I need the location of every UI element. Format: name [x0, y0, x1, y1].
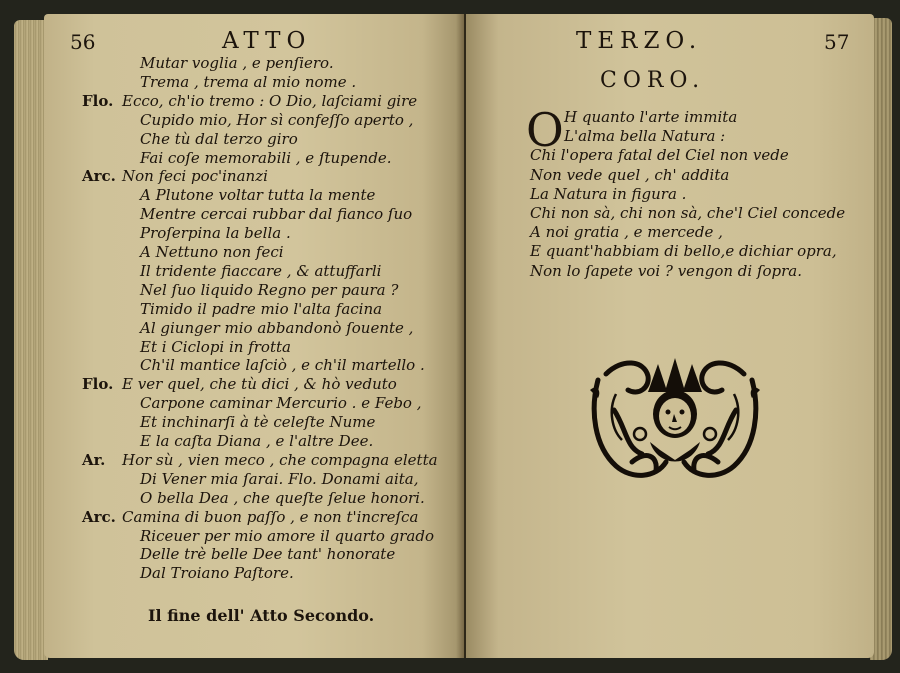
grotesque-mask-tailpiece-icon — [586, 350, 764, 490]
verse-line: Proſerpina la bella . — [140, 224, 291, 243]
verse-line: Di Vener mia ſarai. Flo. Donami aita, — [140, 469, 419, 488]
section-title: CORO. — [600, 68, 706, 93]
verse-line: A Nettuno non feci — [140, 243, 284, 261]
chorus-line: L'alma bella Natura : — [564, 127, 726, 146]
act-closing-line: Il fine dell' Atto Secondo. — [148, 606, 375, 625]
speaker-label: Flo. — [82, 375, 114, 394]
speaker-label: Ar. — [82, 450, 106, 469]
verse-line: A Plutone voltar tutta la mente — [140, 186, 376, 205]
chorus-line: A noi gratia , e mercede , — [530, 223, 723, 242]
verse-line: Cupido mio, Hor sì confeſſo aperto , — [140, 110, 414, 129]
verse-line: Et i Ciclopi in frotta — [140, 337, 291, 356]
verse-line: Dal Troiano Paſtore. — [140, 564, 294, 583]
right-page — [466, 14, 874, 658]
verse-line: Riceuer per mio amore il quarto grado — [140, 526, 435, 545]
running-head-right: TERZO. — [576, 28, 703, 54]
verse-line: Hor sù , vien meco , che compagna eletta — [122, 450, 438, 469]
chorus-line: Chi l'opera fatal del Ciel non vede — [530, 146, 789, 165]
verse-line: Mutar voglia , e penſiero. — [140, 54, 334, 72]
speaker-label: Flo. — [82, 91, 114, 110]
verse-line: Il tridente fiaccare , & attuffarli — [140, 261, 382, 280]
verse-line: Ch'il mantice laſciò , e ch'il martello . — [140, 356, 425, 375]
page-number-left: 56 — [70, 30, 96, 54]
chorus-line: E quant'habbiam di bello,e dichiar opra, — [530, 242, 837, 261]
verse-line: Carpone caminar Mercurio . e Febo , — [140, 394, 422, 413]
verse-line: Et inchinarſi à tè celeſte Nume — [140, 413, 376, 432]
verse-line: Trema , trema al mio nome . — [140, 72, 357, 91]
verse-line: Delle trè belle Dee tant' honorate — [140, 545, 396, 564]
verse-line: E ver quel, che tù dici , & hò veduto — [122, 375, 397, 394]
verse-line: E la caſta Diana , e l'altre Dee. — [140, 432, 374, 450]
chorus-line: Non vede quel , ch' addita — [530, 165, 730, 184]
verse-line: Che tù dal terzo giro — [140, 129, 298, 148]
verse-line: Camina di buon paſſo , e non t'increſca — [122, 507, 419, 526]
verse-line: Ecco, ch'io tremo : O Dio, laſciami gire — [122, 91, 418, 110]
speaker-label: Arc. — [82, 507, 116, 526]
verse-line: Timido il padre mio l'alta facina — [140, 299, 383, 318]
chorus-line: H quanto l'arte immita — [564, 108, 738, 126]
left-page-edges — [14, 20, 48, 660]
chorus-line: Non lo ſapete voi ? vengon di ſopra. — [530, 261, 803, 280]
page-number-right: 57 — [824, 30, 850, 54]
verse-line: Nel ſuo liquido Regno per paura ? — [140, 280, 399, 299]
verse-line: Non feci poc'inanzi — [122, 167, 268, 186]
speaker-label: Arc. — [82, 167, 116, 186]
chorus-line: La Natura in figura . — [530, 184, 687, 203]
chorus-line: Chi non sà, chi non sà, che'l Ciel concede — [530, 204, 846, 222]
verse-line: Al giunger mio abbandonò ſouente , — [140, 318, 414, 337]
drop-cap: O — [526, 103, 564, 157]
verse-line: Mentre cercai rubbar dal fianco ſuo — [140, 205, 413, 224]
left-page — [44, 14, 464, 658]
running-head-left: ATTO — [222, 28, 312, 54]
verse-line: Fai coſe memorabili , e ſtupende. — [140, 148, 392, 167]
verse-line: O bella Dea , che queſte ſelue honori. — [140, 488, 425, 507]
